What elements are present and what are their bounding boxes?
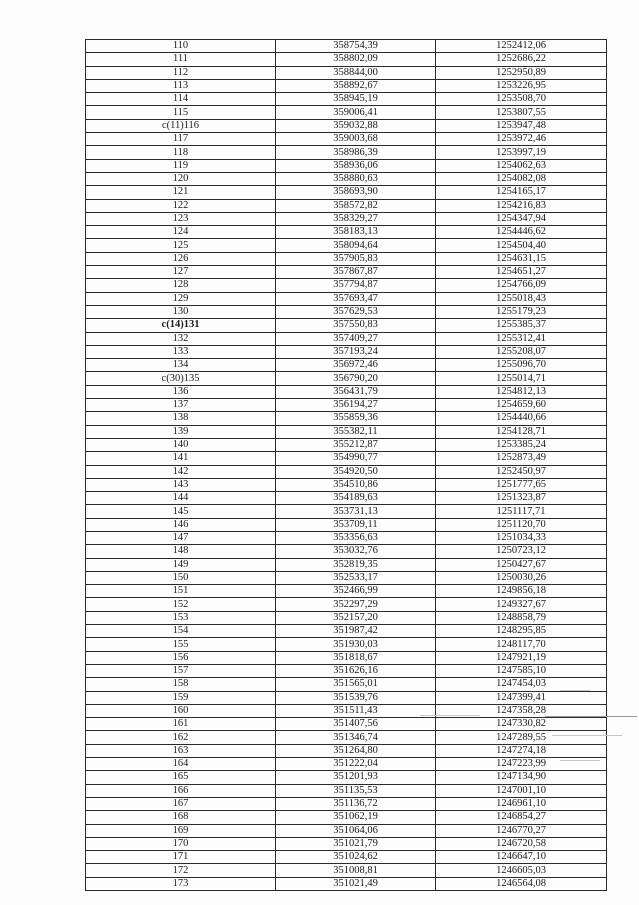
point-number-cell: 173 <box>86 877 276 890</box>
table-row <box>86 332 607 345</box>
x-coordinate-cell: 351818,67 <box>276 651 436 664</box>
x-coordinate-cell: 352297,29 <box>276 598 436 611</box>
x-coordinate-cell: 351024,62 <box>276 851 436 864</box>
y-coordinate-cell: 1253508,70 <box>436 93 607 106</box>
table-row <box>86 598 607 611</box>
y-coordinate-cell: 1247001,10 <box>436 784 607 797</box>
y-coordinate-cell: 1246770,27 <box>436 824 607 837</box>
point-number-cell: 157 <box>86 664 276 677</box>
scan-artifact <box>560 760 600 761</box>
point-number-cell: 169 <box>86 824 276 837</box>
table-row <box>86 558 607 571</box>
x-coordinate-cell: 359032,88 <box>276 119 436 132</box>
y-coordinate-cell: 1252450,97 <box>436 465 607 478</box>
table-row <box>86 758 607 771</box>
point-number-cell: 165 <box>86 771 276 784</box>
table-row <box>86 239 607 252</box>
point-number-cell: 113 <box>86 79 276 92</box>
y-coordinate-cell: 1255179,23 <box>436 305 607 318</box>
x-coordinate-cell: 351565,01 <box>276 678 436 691</box>
y-coordinate-cell: 1255018,43 <box>436 292 607 305</box>
x-coordinate-cell: 357905,83 <box>276 252 436 265</box>
y-coordinate-cell: 1254062,63 <box>436 159 607 172</box>
y-coordinate-cell: 1254165,17 <box>436 186 607 199</box>
x-coordinate-cell: 351136,72 <box>276 797 436 810</box>
y-coordinate-cell: 1253226,95 <box>436 79 607 92</box>
x-coordinate-cell: 358329,27 <box>276 212 436 225</box>
x-coordinate-cell: 357550,83 <box>276 319 436 332</box>
y-coordinate-cell: 1247358,28 <box>436 704 607 717</box>
table-row <box>86 664 607 677</box>
x-coordinate-cell: 358945,19 <box>276 93 436 106</box>
point-number-cell: 132 <box>86 332 276 345</box>
y-coordinate-cell: 1252950,89 <box>436 66 607 79</box>
point-number-cell: 125 <box>86 239 276 252</box>
scan-artifact <box>560 690 590 691</box>
point-number-cell: 120 <box>86 172 276 185</box>
point-number-cell: 161 <box>86 718 276 731</box>
point-number-cell: 152 <box>86 598 276 611</box>
point-number-cell: 134 <box>86 359 276 372</box>
y-coordinate-cell: 1246605,03 <box>436 864 607 877</box>
point-number-cell: 111 <box>86 53 276 66</box>
x-coordinate-cell: 351064,06 <box>276 824 436 837</box>
x-coordinate-cell: 356790,20 <box>276 372 436 385</box>
x-coordinate-cell: 355212,87 <box>276 438 436 451</box>
table-row <box>86 771 607 784</box>
x-coordinate-cell: 351008,81 <box>276 864 436 877</box>
x-coordinate-cell: 358094,64 <box>276 239 436 252</box>
x-coordinate-cell: 355859,36 <box>276 412 436 425</box>
x-coordinate-cell: 351930,03 <box>276 638 436 651</box>
x-coordinate-cell: 358986,39 <box>276 146 436 159</box>
y-coordinate-cell: 1255385,37 <box>436 319 607 332</box>
table-row <box>86 119 607 132</box>
x-coordinate-cell: 351407,56 <box>276 718 436 731</box>
point-number-cell: 137 <box>86 399 276 412</box>
table-row <box>86 399 607 412</box>
x-coordinate-cell: 358802,09 <box>276 53 436 66</box>
x-coordinate-cell: 354510,86 <box>276 478 436 491</box>
y-coordinate-cell: 1246854,27 <box>436 811 607 824</box>
table-row <box>86 226 607 239</box>
x-coordinate-cell: 351135,53 <box>276 784 436 797</box>
table-row <box>86 279 607 292</box>
table-row <box>86 585 607 598</box>
table-row <box>86 625 607 638</box>
table-row <box>86 345 607 358</box>
x-coordinate-cell: 351201,93 <box>276 771 436 784</box>
point-number-cell: 129 <box>86 292 276 305</box>
table-row <box>86 492 607 505</box>
point-number-cell: 154 <box>86 625 276 638</box>
table-row <box>86 266 607 279</box>
y-coordinate-cell: 1254659,60 <box>436 399 607 412</box>
x-coordinate-cell: 351511,43 <box>276 704 436 717</box>
y-coordinate-cell: 1247134,90 <box>436 771 607 784</box>
y-coordinate-cell: 1249856,18 <box>436 585 607 598</box>
point-number-cell: 148 <box>86 545 276 558</box>
table-row <box>86 465 607 478</box>
y-coordinate-cell: 1246647,10 <box>436 851 607 864</box>
table-row <box>86 518 607 531</box>
point-number-cell: 164 <box>86 758 276 771</box>
x-coordinate-cell: 359003,68 <box>276 133 436 146</box>
table-row <box>86 731 607 744</box>
table-row <box>86 372 607 385</box>
x-coordinate-cell: 351539,76 <box>276 691 436 704</box>
x-coordinate-cell: 353032,76 <box>276 545 436 558</box>
x-coordinate-cell: 353709,11 <box>276 518 436 531</box>
y-coordinate-cell: 1246961,10 <box>436 797 607 810</box>
point-number-cell: 151 <box>86 585 276 598</box>
y-coordinate-cell: 1252686,22 <box>436 53 607 66</box>
table-row <box>86 106 607 119</box>
x-coordinate-cell: 358892,67 <box>276 79 436 92</box>
table-row <box>86 146 607 159</box>
x-coordinate-cell: 351222,04 <box>276 758 436 771</box>
x-coordinate-cell: 357629,53 <box>276 305 436 318</box>
y-coordinate-cell: 1248117,70 <box>436 638 607 651</box>
point-number-cell: 126 <box>86 252 276 265</box>
x-coordinate-cell: 351626,16 <box>276 664 436 677</box>
table-row <box>86 359 607 372</box>
point-number-cell: 119 <box>86 159 276 172</box>
point-number-cell: 133 <box>86 345 276 358</box>
y-coordinate-cell: 1254766,09 <box>436 279 607 292</box>
table-row <box>86 797 607 810</box>
point-number-cell: 168 <box>86 811 276 824</box>
y-coordinate-cell: 1254631,15 <box>436 252 607 265</box>
x-coordinate-cell: 358880,63 <box>276 172 436 185</box>
point-number-cell: 114 <box>86 93 276 106</box>
table-row <box>86 571 607 584</box>
point-number-cell: 158 <box>86 678 276 691</box>
point-number-cell: 138 <box>86 412 276 425</box>
point-number-cell: 172 <box>86 864 276 877</box>
x-coordinate-cell: 354920,50 <box>276 465 436 478</box>
x-coordinate-cell: 352157,20 <box>276 611 436 624</box>
point-number-cell: c(14)131 <box>86 319 276 332</box>
coordinates-table-body <box>86 40 607 891</box>
y-coordinate-cell: 1247330,82 <box>436 718 607 731</box>
point-number-cell: 150 <box>86 571 276 584</box>
y-coordinate-cell: 1253807,55 <box>436 106 607 119</box>
x-coordinate-cell: 355382,11 <box>276 425 436 438</box>
y-coordinate-cell: 1250427,67 <box>436 558 607 571</box>
point-number-cell: 122 <box>86 199 276 212</box>
x-coordinate-cell: 351021,79 <box>276 837 436 850</box>
point-number-cell: 144 <box>86 492 276 505</box>
y-coordinate-cell: 1250723,12 <box>436 545 607 558</box>
coordinates-table <box>85 39 607 891</box>
point-number-cell: 121 <box>86 186 276 199</box>
y-coordinate-cell: 1248295,85 <box>436 625 607 638</box>
point-number-cell: 128 <box>86 279 276 292</box>
table-row <box>86 545 607 558</box>
table-row <box>86 811 607 824</box>
table-row <box>86 651 607 664</box>
point-number-cell: 171 <box>86 851 276 864</box>
table-row <box>86 478 607 491</box>
point-number-cell: 140 <box>86 438 276 451</box>
table-row <box>86 837 607 850</box>
table-row <box>86 864 607 877</box>
point-number-cell: 143 <box>86 478 276 491</box>
x-coordinate-cell: 353731,13 <box>276 505 436 518</box>
y-coordinate-cell: 1251120,70 <box>436 518 607 531</box>
y-coordinate-cell: 1247921,19 <box>436 651 607 664</box>
table-row <box>86 172 607 185</box>
point-number-cell: 149 <box>86 558 276 571</box>
y-coordinate-cell: 1253947,48 <box>436 119 607 132</box>
y-coordinate-cell: 1246564,08 <box>436 877 607 890</box>
y-coordinate-cell: 1252873,49 <box>436 452 607 465</box>
y-coordinate-cell: 1254446,62 <box>436 226 607 239</box>
y-coordinate-cell: 1247223,99 <box>436 758 607 771</box>
table-row <box>86 824 607 837</box>
y-coordinate-cell: 1246720,58 <box>436 837 607 850</box>
table-row <box>86 531 607 544</box>
point-number-cell: 112 <box>86 66 276 79</box>
table-row <box>86 159 607 172</box>
y-coordinate-cell: 1251777,65 <box>436 478 607 491</box>
y-coordinate-cell: 1255208,07 <box>436 345 607 358</box>
point-number-cell: 130 <box>86 305 276 318</box>
x-coordinate-cell: 359006,41 <box>276 106 436 119</box>
point-number-cell: 127 <box>86 266 276 279</box>
y-coordinate-cell: 1247585,10 <box>436 664 607 677</box>
x-coordinate-cell: 351062,19 <box>276 811 436 824</box>
table-row <box>86 412 607 425</box>
point-number-cell: 167 <box>86 797 276 810</box>
table-row <box>86 438 607 451</box>
table-row <box>86 678 607 691</box>
y-coordinate-cell: 1253385,24 <box>436 438 607 451</box>
y-coordinate-cell: 1248858,79 <box>436 611 607 624</box>
table-row <box>86 704 607 717</box>
point-number-cell: 163 <box>86 744 276 757</box>
y-coordinate-cell: 1250030,26 <box>436 571 607 584</box>
y-coordinate-cell: 1249327,67 <box>436 598 607 611</box>
x-coordinate-cell: 354990,77 <box>276 452 436 465</box>
table-row <box>86 877 607 890</box>
x-coordinate-cell: 352819,35 <box>276 558 436 571</box>
table-row <box>86 638 607 651</box>
table-row <box>86 292 607 305</box>
y-coordinate-cell: 1255096,70 <box>436 359 607 372</box>
y-coordinate-cell: 1254504,40 <box>436 239 607 252</box>
x-coordinate-cell: 356431,79 <box>276 385 436 398</box>
x-coordinate-cell: 351987,42 <box>276 625 436 638</box>
x-coordinate-cell: 356194,27 <box>276 399 436 412</box>
point-number-cell: 118 <box>86 146 276 159</box>
x-coordinate-cell: 358183,13 <box>276 226 436 239</box>
point-number-cell: 141 <box>86 452 276 465</box>
point-number-cell: 136 <box>86 385 276 398</box>
x-coordinate-cell: 358844,00 <box>276 66 436 79</box>
y-coordinate-cell: 1251323,87 <box>436 492 607 505</box>
scan-artifact <box>420 715 480 716</box>
table-row <box>86 784 607 797</box>
table-row <box>86 305 607 318</box>
y-coordinate-cell: 1253997,19 <box>436 146 607 159</box>
x-coordinate-cell: 357193,24 <box>276 345 436 358</box>
x-coordinate-cell: 357867,87 <box>276 266 436 279</box>
x-coordinate-cell: 351021,49 <box>276 877 436 890</box>
x-coordinate-cell: 357794,87 <box>276 279 436 292</box>
table-row <box>86 53 607 66</box>
x-coordinate-cell: 358572,82 <box>276 199 436 212</box>
table-row <box>86 199 607 212</box>
table-row <box>86 452 607 465</box>
y-coordinate-cell: 1255014,71 <box>436 372 607 385</box>
point-number-cell: 145 <box>86 505 276 518</box>
table-row <box>86 505 607 518</box>
x-coordinate-cell: 352466,99 <box>276 585 436 598</box>
y-coordinate-cell: 1247454,03 <box>436 678 607 691</box>
x-coordinate-cell: 358936,06 <box>276 159 436 172</box>
table-row <box>86 186 607 199</box>
y-coordinate-cell: 1254651,27 <box>436 266 607 279</box>
point-number-cell: 155 <box>86 638 276 651</box>
point-number-cell: 139 <box>86 425 276 438</box>
table-row <box>86 691 607 704</box>
x-coordinate-cell: 358754,39 <box>276 40 436 53</box>
x-coordinate-cell: 358693,90 <box>276 186 436 199</box>
point-number-cell: 146 <box>86 518 276 531</box>
y-coordinate-cell: 1253972,46 <box>436 133 607 146</box>
table-row <box>86 79 607 92</box>
y-coordinate-cell: 1252412,06 <box>436 40 607 53</box>
x-coordinate-cell: 351264,80 <box>276 744 436 757</box>
point-number-cell: 110 <box>86 40 276 53</box>
table-row <box>86 93 607 106</box>
table-row <box>86 851 607 864</box>
point-number-cell: 159 <box>86 691 276 704</box>
table-row <box>86 744 607 757</box>
point-number-cell: 147 <box>86 531 276 544</box>
table-row <box>86 40 607 53</box>
y-coordinate-cell: 1247399,41 <box>436 691 607 704</box>
y-coordinate-cell: 1254347,94 <box>436 212 607 225</box>
y-coordinate-cell: 1251117,71 <box>436 505 607 518</box>
table-row <box>86 718 607 731</box>
table-row <box>86 252 607 265</box>
x-coordinate-cell: 352533,17 <box>276 571 436 584</box>
x-coordinate-cell: 357409,27 <box>276 332 436 345</box>
x-coordinate-cell: 357693,47 <box>276 292 436 305</box>
y-coordinate-cell: 1247289,55 <box>436 731 607 744</box>
y-coordinate-cell: 1254128,71 <box>436 425 607 438</box>
x-coordinate-cell: 353356,63 <box>276 531 436 544</box>
point-number-cell: 115 <box>86 106 276 119</box>
point-number-cell: 142 <box>86 465 276 478</box>
y-coordinate-cell: 1254440,66 <box>436 412 607 425</box>
y-coordinate-cell: 1255312,41 <box>436 332 607 345</box>
scan-artifact <box>552 735 622 736</box>
y-coordinate-cell: 1254216,83 <box>436 199 607 212</box>
point-number-cell: 123 <box>86 212 276 225</box>
point-number-cell: 117 <box>86 133 276 146</box>
table-row <box>86 133 607 146</box>
point-number-cell: c(30)135 <box>86 372 276 385</box>
y-coordinate-cell: 1254082,08 <box>436 172 607 185</box>
point-number-cell: 160 <box>86 704 276 717</box>
table-row <box>86 385 607 398</box>
table-row <box>86 319 607 332</box>
point-number-cell: 170 <box>86 837 276 850</box>
point-number-cell: 124 <box>86 226 276 239</box>
point-number-cell: 166 <box>86 784 276 797</box>
x-coordinate-cell: 356972,46 <box>276 359 436 372</box>
y-coordinate-cell: 1254812,13 <box>436 385 607 398</box>
table-row <box>86 611 607 624</box>
point-number-cell: 156 <box>86 651 276 664</box>
table-row <box>86 66 607 79</box>
point-number-cell: 162 <box>86 731 276 744</box>
scan-artifact <box>545 716 637 717</box>
point-number-cell: c(11)116 <box>86 119 276 132</box>
x-coordinate-cell: 351346,74 <box>276 731 436 744</box>
table-row <box>86 212 607 225</box>
y-coordinate-cell: 1251034,33 <box>436 531 607 544</box>
x-coordinate-cell: 354189,63 <box>276 492 436 505</box>
point-number-cell: 153 <box>86 611 276 624</box>
table-row <box>86 425 607 438</box>
y-coordinate-cell: 1247274,18 <box>436 744 607 757</box>
